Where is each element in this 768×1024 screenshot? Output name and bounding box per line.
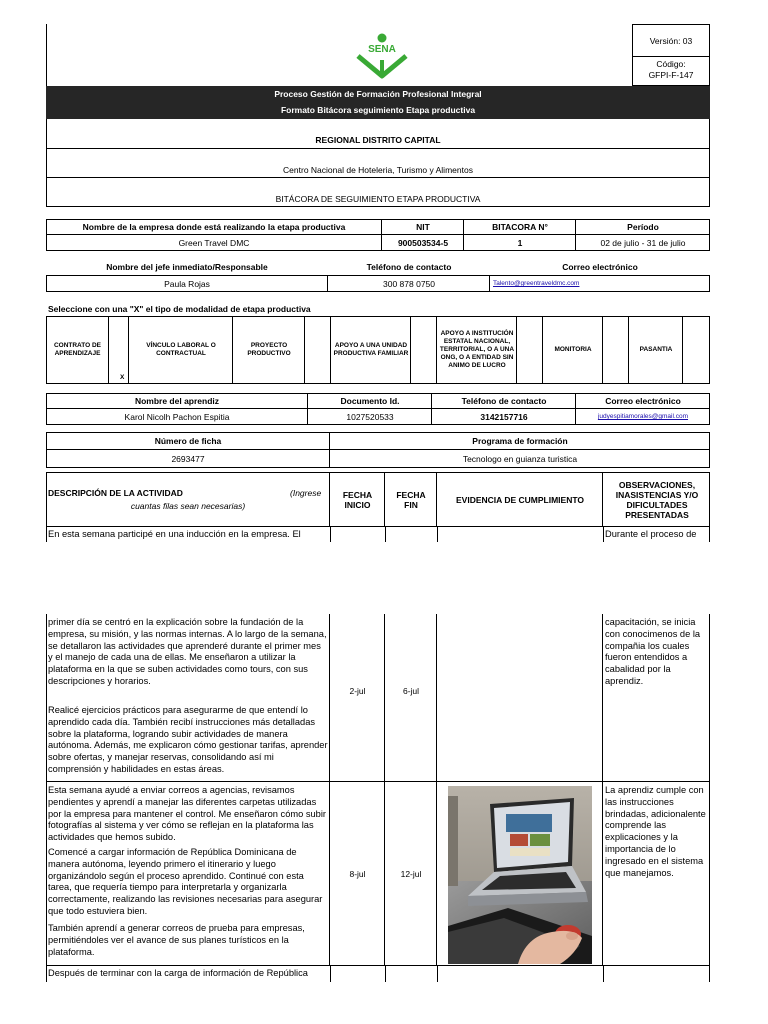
laptop-photo-icon [448, 786, 592, 964]
log-number-label: BITACORA N° [492, 222, 548, 232]
company-name-value: Green Travel DMC [178, 238, 250, 248]
apprentice-doc-label: Documento Id. [340, 396, 400, 406]
program-label: Programa de formación [472, 436, 568, 446]
code-value: GFPI-F-147 [648, 70, 694, 80]
end-date-label: FECHA FIN [396, 489, 426, 510]
modality-institution-mark[interactable] [526, 374, 534, 383]
boss-name-value: Paula Rojas [164, 278, 210, 289]
row2-description-2: Comencé a cargar información de República Dominicana de manera autónoma, leyendo primero el itinerario y luego organizándolo según el proceso aprendido. Continué con esta tarea, que requería tiempo para interpretarla y organizarla correctamente, realizando las revisiones necesarias para asegurar que todo estuviera bien. [48, 847, 323, 916]
row1-start-date: 2-jul [349, 686, 366, 696]
process-title: Proceso Gestión de Formación Profesional Integral [274, 89, 482, 99]
sena-logo-text: SENA [368, 44, 396, 55]
ficha-value: 2693477 [171, 454, 205, 464]
modality-productive-project: PROYECTO PRODUCTIVO [247, 342, 291, 357]
row1-description-2: Realicé ejercicios prácticos para asegurarme de que entendí lo aprendido cada día. También recibí instrucciones más detalladas sobre la plataforma, logrando subir actividades de manera autónoma. Además, me explicaron cómo gestionar tarifas, aprender sobre ofertas, y manejar reservas, consolidando así mi comprensión y habilidades en estas áreas. [48, 705, 328, 774]
modality-apprenticeship-mark[interactable]: X [120, 374, 125, 381]
modality-apprenticeship: CONTRATO DE APRENDIZAJE [53, 342, 102, 357]
modality-family-unit: APOYO A UNA UNIDAD PRODUCTIVA FAMILIAR [333, 342, 409, 357]
page-break [0, 542, 768, 614]
row2-observations: La aprendiz cumple con las instrucciones brindadas, adicionalente comprende las explicaciones y la importancia de lo ingresado en el sistema que manejamos. [605, 785, 706, 878]
modality-monitoring-mark[interactable] [612, 374, 620, 383]
version-label: Versión: 03 [649, 35, 693, 46]
row1-top-text: En esta semana participé en una inducción en la empresa. El [48, 529, 301, 539]
modality-labor: VÍNCULO LABORAL O CONTRACTUAL [146, 342, 216, 357]
row2-end-date: 12-jul [400, 869, 422, 879]
company-name-label: Nombre de la empresa donde está realizando la etapa productiva [82, 222, 346, 232]
row2-description: Esta semana ayudé a enviar correos a agencias, revisamos pendientes y aprendí a manejar las diferentes carpetas utilizadas por la empresa para mantener el control. Me enseñaron cómo subir fotografías al sistema y ver cómo se reflejan en la plataforma las actividades que hemos subido. [48, 785, 327, 843]
modality-internship-mark[interactable] [693, 374, 701, 383]
evidence-label: EVIDENCIA DE CUMPLIMIENTO [456, 494, 584, 505]
row1-description: primer día se centró en la explicación sobre la fundación de la empresa, su misión, y las normas internas. A lo largo de la semana, se detallaron las actividades que aprenderé durante el primer mes y el manejo de cada una de ellas. Me enseñaron a utilizar la plataforma en la que se suben actividades como tours, con sus descripciones y horarios. [48, 617, 327, 686]
ficha-label: Número de ficha [154, 436, 222, 446]
row1-observations: capacitación, se inicia con conocimenos de la compañia los cuales fueron entendidos a cabalidad por la aprendiz. [605, 617, 701, 686]
row1-top-obs: Durante el proceso de [605, 529, 697, 539]
period-value: 02 de julio - 31 de julio [600, 238, 686, 248]
center-text: Centro Nacional de Hoteleria, Turismo y Alimentos [283, 165, 473, 175]
code-label: Código: [656, 59, 686, 69]
regional-text: REGIONAL DISTRITO CAPITAL [315, 135, 441, 145]
boss-email-label: Correo electrónico [562, 262, 638, 272]
modality-productive-project-mark[interactable] [314, 374, 322, 383]
boss-phone-value: 300 878 0750 [383, 278, 435, 289]
format-title: Formato Bitácora seguimiento Etapa productiva [280, 105, 476, 115]
log-number-value: 1 [517, 238, 523, 248]
row1-end-date: 6-jul [402, 686, 420, 696]
apprentice-name-label: Nombre del aprendiz [134, 396, 220, 406]
nit-value: 900503534-5 [397, 238, 449, 248]
modality-monitoring: MONITORIA [554, 346, 592, 353]
sena-logo [354, 32, 410, 82]
observations-label: OBSERVACIONES, INASISTENCIAS Y/O DIFICULTADES PRESENTADAS [615, 479, 699, 520]
boss-name-label: Nombre del jefe inmediato/Responsable [106, 262, 268, 272]
row2-description-3: También aprendí a generar correos de prueba para empresas, permitiéndoles ver el avance de sus planes turísticos en la plataforma. [48, 923, 305, 957]
boss-phone-label: Teléfono de contacto [366, 262, 452, 272]
modality-prompt: Seleccione con una "X" el tipo de modalidad de etapa productiva [48, 304, 311, 314]
activity-desc-hint-1: (Ingrese [290, 488, 322, 498]
modality-institution: APOYO A INSTITUCIÓN ESTATAL NACIONAL, TERRITORIAL, O A UNA ONG, O A ENTIDAD SIN ANIMO DE LUCRO [439, 330, 515, 369]
apprentice-doc-value: 1027520533 [346, 412, 394, 422]
modality-internship: PASANTIA [639, 346, 673, 353]
apprentice-email-label: Correo electrónico [605, 396, 681, 406]
activity-desc-label: DESCRIPCIÓN DE LA ACTIVIDAD [48, 488, 183, 498]
nit-label: NIT [416, 222, 430, 232]
apprentice-phone-label: Teléfono de contacto [461, 396, 547, 406]
log-title: BITÁCORA DE SEGUIMIENTO ETAPA PRODUCTIVA [275, 194, 481, 204]
apprentice-email-link[interactable]: judyespitiamorales@gmail.com [597, 413, 689, 420]
apprentice-name-value: Karol Nicolh Pachon Espitia [124, 412, 230, 422]
period-label: Período [627, 222, 659, 232]
activity-desc-hint-2: cuantas filas sean necesarias) [130, 501, 246, 511]
start-date-label: FECHA INICIO [342, 489, 373, 510]
evidence-photo [448, 786, 592, 964]
apprentice-phone-value: 3142157716 [480, 412, 528, 422]
modality-family-unit-mark[interactable] [420, 374, 428, 383]
row3-description: Después de terminar con la carga de información de República [48, 968, 308, 978]
program-value: Tecnologo en guianza turistica [462, 454, 578, 464]
boss-email-link[interactable]: Talento@greentraveldmc.com [493, 280, 580, 287]
sena-logo-icon [354, 32, 410, 82]
row2-start-date: 8-jul [349, 869, 366, 879]
